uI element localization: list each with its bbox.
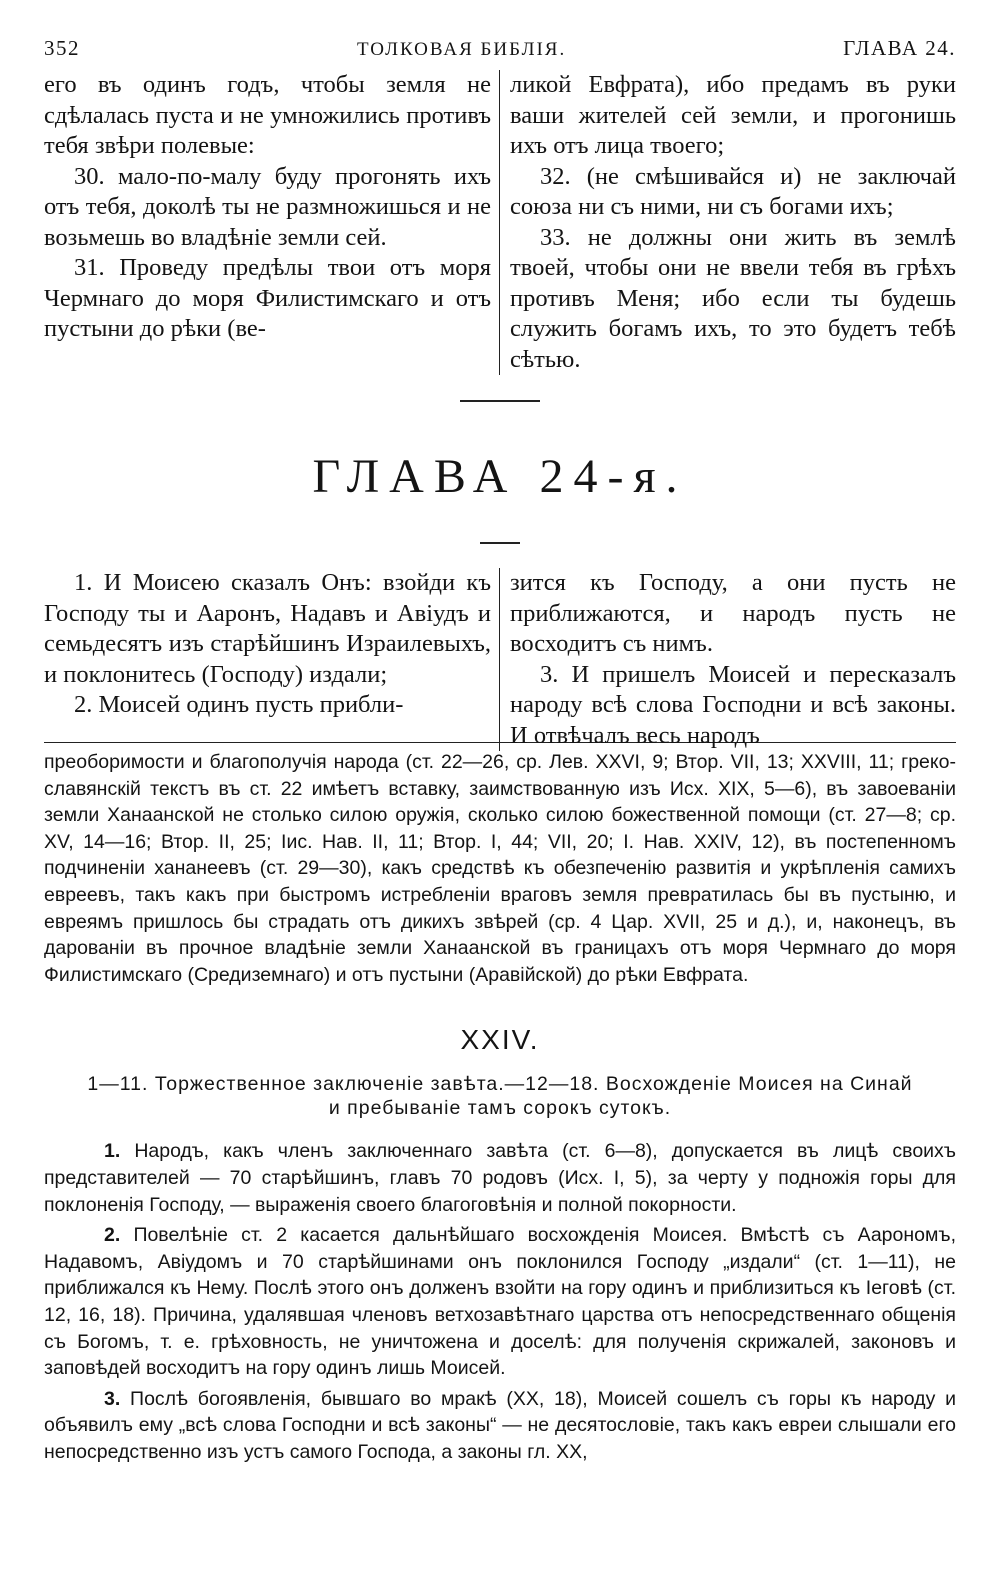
paragraph-number: 2. <box>104 1224 121 1247</box>
commentary <box>44 749 956 1465</box>
scripture-columns-top <box>44 70 956 373</box>
verse-33: 33. не должны они жить въ землѣ твоей, чтобы они не ввели тебя въ грѣхъ противъ Меня; ибо если ты будешь служить богамъ ихъ, то это будетъ тебѣ сѣтью. <box>510 223 956 373</box>
verse-text: его въ одинъ годъ, чтобы земля не сдѣлалась пуста и не умножились противъ тебя звѣри полевые: <box>44 71 491 159</box>
section-number: XXIV. <box>460 1024 540 1056</box>
commentary-paragraph-3 <box>44 1386 956 1466</box>
verse-3: 3. И пришелъ Моисей и пересказалъ народу всѣ слова Господни и всѣ законы. И отвѣчалъ весь народъ <box>510 660 956 749</box>
verse-2: 2. Моисей одинъ пусть прибли- <box>74 691 404 718</box>
chapter-title: ГЛАВА 24-я. <box>312 450 688 503</box>
scripture-columns-chapter-24 <box>44 568 956 749</box>
paragraph-number: 3. <box>104 1387 121 1410</box>
page-number: 352 <box>44 36 80 60</box>
ornamental-rule-top <box>460 400 540 402</box>
verse-text: ликой Евфрата), ибо предамъ въ руки ваши жителей сей земли, и прогонишь ихъ отъ лица твоего; <box>510 71 956 159</box>
commentary-intro: преоборимости и благополучія народа (ст. 22—26, ср. Лев. XXVI, 9; Втор. VII, 13; XXVIII, 11; греко-славянскій текстъ въ ст. 22 имѣетъ вставку, заимствованную изъ Исх. XIX, 5—6), въ завоеваніи земли Ханаанской не столько силою оружія, сколько силою божественной помощи (ст. 27—8; ср. XV, 14—16; Втор. II, 25; Іис. Нав. II, 11; Втор. I, 44; VII, 20; І. Нав. XXIV, 12), въ постепенномъ подчиненіи хананеевъ (ст. 29—30), какъ средствѣ къ обезпеченію развитія и укрѣпленія самихъ евреевъ, такъ какъ при быстромъ истребленіи враговъ земля превратилась бы въ пустыню, и евреямъ пришлось бы страдать отъ дикихъ звѣрей (ср. 4 Цар. XVII, 25 и д.), и, наконецъ, въ дарованіи въ прочное владѣніе земли Ханаанской въ границахъ отъ моря Чермнаго до моря Филистимскаго (Средиземнаго) и отъ пустыни (Аравійской) до рѣки Евфрата. <box>44 751 956 986</box>
paragraph-text: Повелѣніе ст. 2 касается дальнѣйшаго восхожденія Моисея. Вмѣстѣ съ Аарономъ, Надавомъ, Авіудомъ и 70 старѣйшинами онъ поклонился Господу „издали“ (ст. 1—11), не приближался къ Нему. Послѣ этого онъ долженъ взойти на гору одинъ и приблизиться къ Іеговѣ (ст. 12, 16, 18). Причина, удалявшая членовъ ветхозавѣтнаго царства отъ непосредственнаго общенія съ Богомъ, т. е. грѣховность, не уничтожена и доселѣ: для полученія скрижалей, законовъ и заповѣдей восходитъ на гору одинъ лишь Моисей. <box>44 1224 956 1380</box>
verse-30: 30. мало-по-малу буду прогонять ихъ отъ тебя, доколѣ ты не размножишься и не возьмешь во владѣніе земли сей. <box>44 162 491 251</box>
ornamental-rule-bottom <box>480 542 520 544</box>
left-column <box>44 568 500 751</box>
subheading-line: и пребываніе тамъ сорокъ сутокъ. <box>328 1097 672 1120</box>
subheading-line: 1—11. Торжественное заключеніе завѣта.—12—18. Восхожденіе Моисея на Синай <box>87 1073 913 1096</box>
paragraph-text: Послѣ богоявленія, бывшаго во мракѣ (XX, 18), Моисей сошелъ съ горы къ народу и объявилъ ему „всѣ слова Господни и всѣ законы“ — не десятословіе, такъ какъ евреи слышали его непосредственно изъ устъ самого Господа, а законы гл. XX, <box>44 1387 956 1463</box>
running-title: ТОЛКОВАЯ БИБЛІЯ. <box>356 39 567 60</box>
paragraph-number: 1. <box>104 1140 121 1163</box>
chapter-label: ГЛАВА 24. <box>843 36 956 60</box>
right-column <box>500 70 956 375</box>
commentary-paragraph-2 <box>44 1222 956 1382</box>
section-subheading <box>44 1072 956 1120</box>
commentary-paragraph-1 <box>44 1138 956 1218</box>
paragraph-text: Народъ, какъ членъ заключеннаго завѣта (ст. 6—8), допускается въ лицѣ своихъ представителей — 70 старѣйшинъ, главъ 70 родовъ (Исх. I, 5), за черту у подножія горы для поклоненія Господу, — выраженія своего благоговѣнія и полной покорности. <box>44 1140 956 1216</box>
left-column <box>44 70 500 375</box>
running-header <box>44 36 956 70</box>
verse-31: 31. Проведу предѣлы твои отъ моря Чермнаго до моря Филистимскаго и отъ пустыни до рѣки (ве- <box>44 254 491 342</box>
verse-1: 1. И Моисею сказалъ Онъ: взойди къ Господу ты и Ааронъ, Надавъ и Авіудъ и семьдесятъ изъ старѣйшинъ Израилевыхъ, и поклонитесь (Господу) издали; <box>44 569 491 688</box>
verse-text: зится къ Господу, а они пусть не приближаются, и народъ пусть не восходитъ съ нимъ. <box>510 569 956 657</box>
verse-32: 32. (не смѣшивайся и) не заключай союза ни съ ними, ни съ богами ихъ; <box>510 162 956 220</box>
right-column <box>500 568 956 751</box>
